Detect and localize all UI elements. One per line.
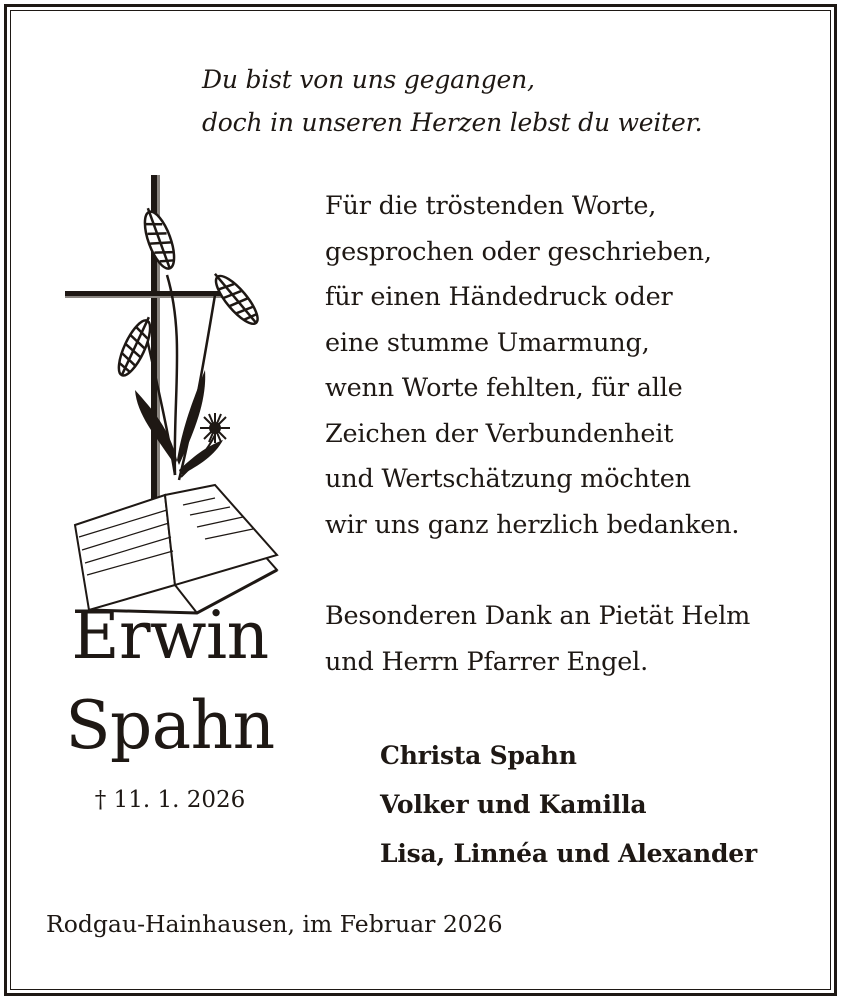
deceased-first-name: Erwin [71, 597, 269, 674]
death-date: † 11. 1. 2026 [94, 787, 246, 813]
motto-line-1: Du bist von uns gegangen, [202, 65, 535, 94]
place-and-date: Rodgau-Hainhausen, im Februar 2026 [46, 910, 503, 938]
open-bible-icon [75, 485, 277, 613]
motto-line-2: doch in unseren Herzen lebst du weiter. [202, 108, 703, 137]
deceased-last-name: Spahn [65, 687, 275, 764]
memorial-illustration [55, 165, 295, 625]
thanks-line: Für die tröstenden Worte, [325, 191, 657, 221]
signer: Volker und Kamilla [380, 790, 647, 819]
thanks-line: wir uns ganz herzlich bedanken. [325, 509, 740, 540]
thanks-line: für einen Händedruck oder [325, 282, 673, 312]
thanks-line: wenn Worte fehlten, für alle [325, 373, 683, 403]
signer: Lisa, Linnéa und Alexander [380, 839, 757, 868]
thanks-line: Zeichen der Verbundenheit [325, 418, 674, 449]
special-thanks-line-2: und Herrn Pfarrer Engel. [325, 646, 648, 677]
special-thanks [325, 594, 750, 685]
thanks-text [325, 184, 739, 548]
special-thanks-line-1: Besonderen Dank an Pietät Helm [325, 601, 751, 631]
signers [380, 731, 757, 878]
thanks-line: gesprochen oder geschrieben, [325, 236, 712, 267]
thanks-line: eine stumme Umarmung, [325, 327, 650, 358]
thanks-line: und Wertschätzung möchten [325, 464, 691, 494]
motto [202, 58, 702, 144]
signer: Christa Spahn [380, 741, 577, 770]
